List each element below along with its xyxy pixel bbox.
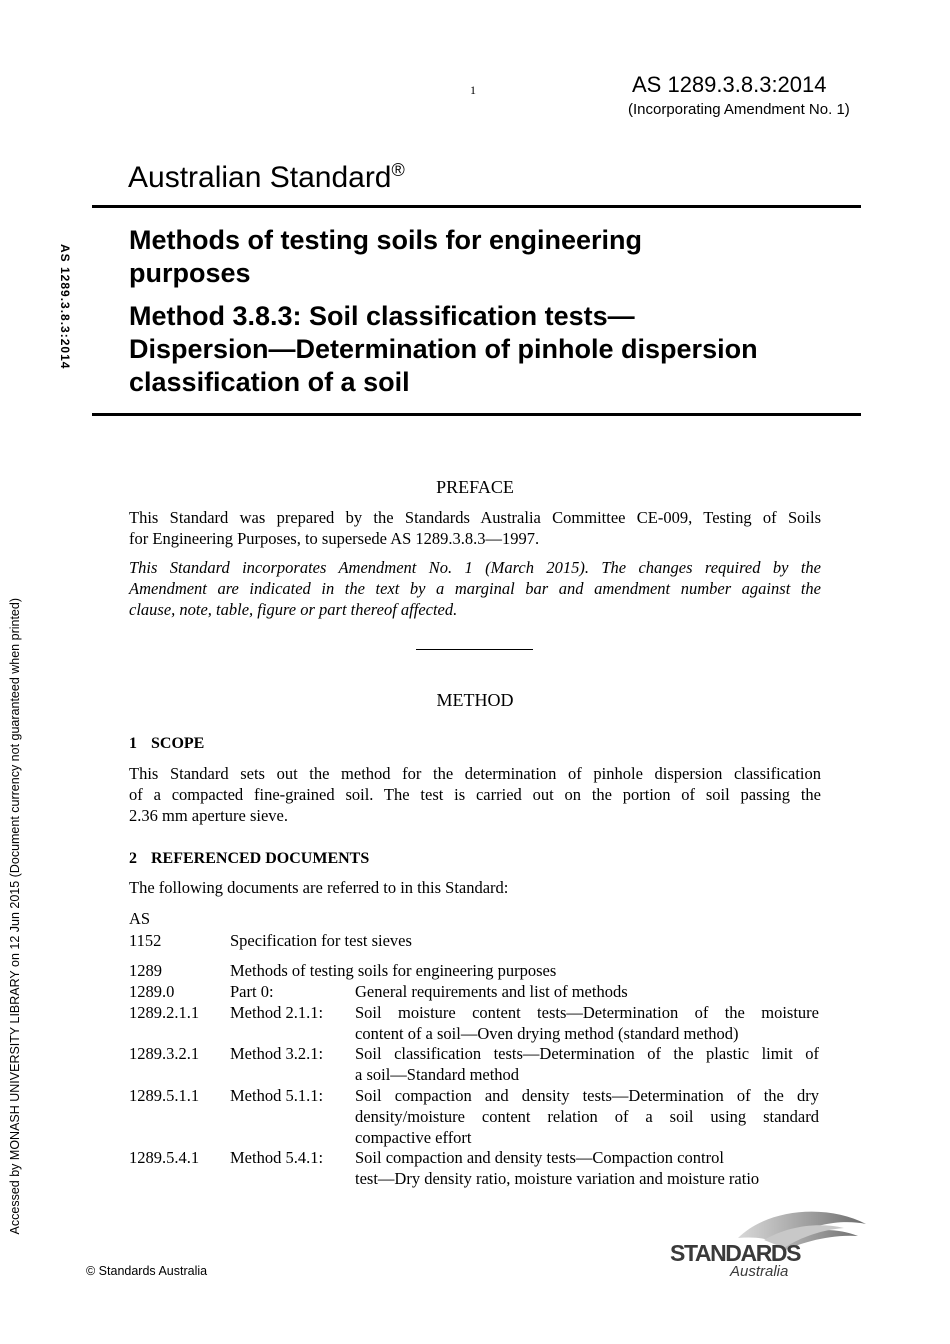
- standards-australia-logo: [668, 1206, 868, 1282]
- masthead-text: Australian Standard: [128, 161, 392, 194]
- reference-title-line: Soil moisture content tests—Determination of the moisture: [355, 1003, 819, 1022]
- reference-title: [355, 1043, 819, 1085]
- preface-p2-line-1: This Standard incorporates Amendment No. 1 (March 2015). The changes required by the: [129, 558, 821, 577]
- masthead-label: [128, 160, 405, 195]
- preface-p1-line-2: for Engineering Purposes, to supersede AS 1289.3.8.3—1997.: [129, 529, 540, 548]
- reference-code: 1289.5.4.1: [129, 1148, 200, 1167]
- preface-heading: PREFACE: [436, 477, 514, 497]
- reference-part: Method 5.1.1:: [230, 1086, 324, 1105]
- preface-p2-line-2: Amendment are indicated in the text by a marginal bar and amendment number against the: [129, 579, 821, 598]
- title-line-2: purposes: [129, 258, 251, 288]
- reference-code: 1152: [129, 931, 162, 950]
- reference-part: Method 2.1.1:: [230, 1003, 324, 1022]
- logo-main-text: STANDARDS: [670, 1240, 801, 1266]
- scope-heading: [129, 735, 204, 753]
- title-rule-bottom: [92, 413, 861, 416]
- references-heading: [129, 850, 369, 868]
- scope-title: SCOPE: [151, 735, 205, 752]
- preface-paragraph-1: [129, 507, 821, 549]
- reference-part: Part 0:: [230, 982, 274, 1001]
- reference-title-line: Soil compaction and density tests—Determination of the dry: [355, 1086, 819, 1105]
- reference-title-line: General requirements and list of methods: [355, 982, 628, 1001]
- reference-part: Methods of testing soils for engineering purposes: [230, 961, 557, 980]
- title-line-1: Methods of testing soils for engineering: [129, 225, 643, 255]
- side-access-note: Accessed by MONASH UNIVERSITY LIBRARY on 12 Jun 2015 (Document currency not guaranteed when printed): [8, 598, 22, 1235]
- reference-title-line: a soil—Standard method: [355, 1065, 520, 1084]
- reference-code: 1289: [129, 961, 162, 980]
- logo-sub-text: Australia: [730, 1263, 789, 1280]
- scope-line-3: 2.36 mm aperture sieve.: [129, 806, 288, 825]
- side-standard-id: AS 1289.3.8.3:2014: [58, 244, 72, 370]
- document-title: [129, 224, 849, 399]
- preface-paragraph-2: [129, 557, 821, 620]
- preface-p1-line-1: This Standard was prepared by the Standards Australia Committee CE-009, Testing of Soils: [129, 508, 821, 527]
- reference-title: [355, 1085, 819, 1148]
- reference-title: [355, 1002, 819, 1044]
- section-divider: [416, 649, 533, 650]
- copyright-notice: © Standards Australia: [86, 1264, 208, 1278]
- reference-title-line: Soil compaction and density tests—Compaction control: [355, 1148, 724, 1167]
- references-title: REFERENCED DOCUMENTS: [151, 850, 370, 867]
- scope-line-2: of a compacted fine-grained soil. The test is carried out on the portion of soil passing the: [129, 785, 821, 804]
- scope-paragraph: [129, 763, 821, 826]
- reference-title-line: test—Dry density ratio, moisture variation and moisture ratio: [355, 1169, 760, 1188]
- reference-title-line: compactive effort: [355, 1128, 472, 1147]
- title-line-3: Method 3.8.3: Soil classification tests—: [129, 301, 635, 331]
- reference-code: 1289.0: [129, 982, 175, 1001]
- scope-number: 1: [129, 735, 137, 752]
- reference-part: Specification for test sieves: [230, 931, 412, 950]
- references-intro: The following documents are referred to in this Standard:: [129, 878, 509, 897]
- reference-title: [355, 981, 819, 1002]
- reference-code: 1289.3.2.1: [129, 1044, 200, 1063]
- reference-title: [355, 1147, 819, 1189]
- page-number: 1: [470, 83, 476, 97]
- references-number: 2: [129, 850, 137, 867]
- title-rule-top: [92, 205, 861, 208]
- reference-code: 1289.5.1.1: [129, 1086, 200, 1105]
- reference-part: Method 3.2.1:: [230, 1044, 324, 1063]
- references-group-label: AS: [129, 909, 151, 928]
- amendment-note: (Incorporating Amendment No. 1): [628, 101, 850, 118]
- preface-p2-line-3: clause, note, table, figure or part thereof affected.: [129, 600, 458, 619]
- title-line-4: Dispersion—Determination of pinhole dispersion: [129, 334, 758, 364]
- registered-mark: ®: [391, 160, 405, 180]
- reference-title-line: content of a soil—Oven drying method (standard method): [355, 1024, 739, 1043]
- scope-line-1: This Standard sets out the method for the determination of pinhole dispersion classification: [129, 764, 821, 783]
- method-heading: METHOD: [436, 690, 514, 710]
- reference-title-line: density/moisture content relation of a soil using standard: [355, 1107, 819, 1126]
- title-line-5: classification of a soil: [129, 367, 410, 397]
- reference-part: Method 5.4.1:: [230, 1148, 324, 1167]
- reference-title-line: Soil classification tests—Determination of the plastic limit of: [355, 1044, 819, 1063]
- reference-code: 1289.2.1.1: [129, 1003, 200, 1022]
- standard-id: AS 1289.3.8.3:2014: [632, 72, 827, 97]
